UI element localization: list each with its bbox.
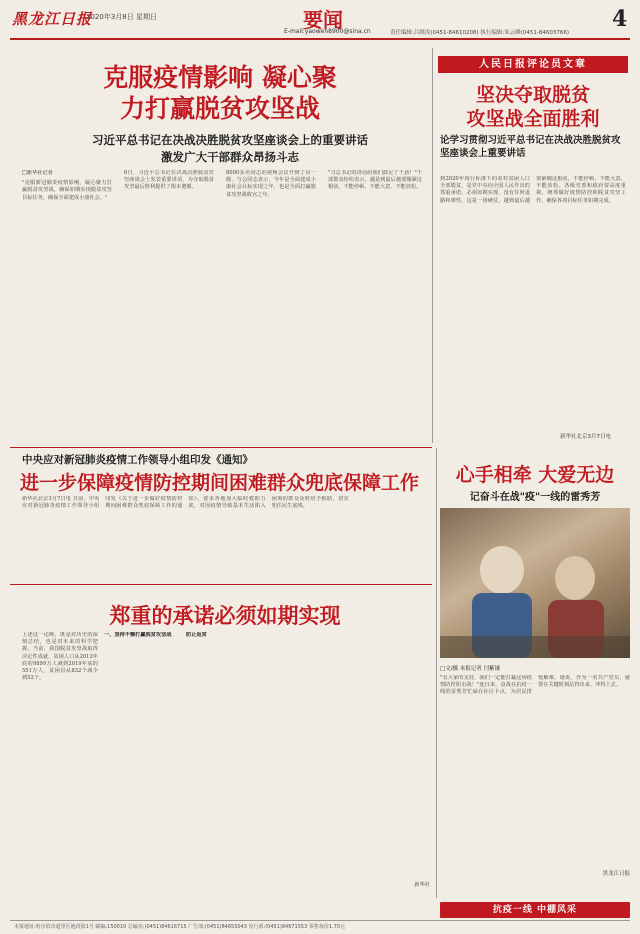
lead-column-3 bbox=[226, 170, 316, 425]
story3-column-5 bbox=[350, 632, 430, 894]
lead-headline-text: 克服疫情影响 凝心聚力打赢脱贫攻坚战 bbox=[103, 63, 337, 123]
story3-column-4 bbox=[268, 632, 344, 894]
story2-rule bbox=[10, 447, 432, 448]
lead-paragraph: 6日，习近平总书记在决战决胜脱贫攻坚座谈会上发表重要讲话，为夺取脱贫攻坚最后胜利提供了根本遵循。 bbox=[124, 170, 214, 191]
lead-subheadline-2: 激发广大干部群众昂扬斗志 bbox=[161, 150, 299, 164]
story3-subhead: 防止返贫 bbox=[186, 632, 207, 638]
story2-headline: 进一步保障疫情防控期间困难群众兜底保障工作 bbox=[20, 472, 420, 494]
photo-scene bbox=[440, 508, 630, 658]
commentary-body: 到2020年现行标准下的农村贫困人口全部脱贫，是党中央向全国人民作出的郑重承诺，必须如期实现，没有任何退路和弹性。这是一场硬仗，越到最后越要紧绷这根弦，不能停顿、不能大意、不能放松。各级党委和政府要高度重视，统筹做好疫情防控和脱贫攻坚工作，确保各项目标任务如期完成。 bbox=[440, 176, 626, 204]
story4-source: 黑龙江日报 bbox=[602, 871, 630, 877]
commentary-label bbox=[438, 56, 628, 73]
person-head bbox=[555, 556, 595, 600]
bottom-banner-text: 抗疫一线 中棚风采 bbox=[492, 905, 578, 915]
lead-body bbox=[22, 170, 422, 425]
lead-paragraph: "习总书记的讲话给我们鼓足了干劲！"干部群众纷纷表示，越是到最后越要绷紧这根弦，不能停顿、不能大意、不能放松。 bbox=[328, 170, 422, 191]
page-number: 4 bbox=[612, 6, 628, 32]
person-head bbox=[480, 546, 524, 594]
commentary-label-text: 人民日报评论员文章 bbox=[479, 59, 587, 70]
story3-source: 新华社 bbox=[414, 882, 430, 888]
commentary-subtitle: 论学习贯彻习近平总书记在决战决胜脱贫攻坚座谈会上重要讲话 bbox=[440, 135, 621, 159]
story3-column-3 bbox=[186, 632, 262, 894]
editors-line: 责任编辑:吕维汝(0451-84610208) 执行编辑:朱云峰(0451-84603766) bbox=[390, 30, 569, 36]
commentary-divider bbox=[432, 48, 433, 443]
masthead bbox=[0, 0, 640, 40]
masthead-rule bbox=[10, 38, 630, 40]
bottom-banner bbox=[440, 902, 630, 918]
story3-headline: 郑重的承诺必须如期实现 bbox=[109, 603, 341, 628]
story3-columns bbox=[22, 632, 432, 894]
lead-column-4 bbox=[328, 170, 422, 425]
lead-column-2 bbox=[124, 170, 214, 425]
lead-paragraph: 8000多名同志的视频会议开到了县一级，与会同志表示，今年是全面建成小康社会目标实现之年，也是全面打赢脱贫攻坚战收官之年。 bbox=[226, 170, 316, 198]
story3-rule bbox=[10, 584, 432, 585]
commentary-title-2: 攻坚战全面胜利 bbox=[466, 108, 600, 130]
lead-headline bbox=[100, 62, 340, 124]
story2-kicker: 中央应对新冠肺炎疫情工作领导小组印发《通知》 bbox=[22, 454, 253, 466]
footer-rule bbox=[10, 920, 630, 921]
paper-name: 黑龙江日报 bbox=[12, 10, 93, 28]
lead-subheadline-1: 习近平总书记在决战决胜脱贫攻坚座谈会上的重要讲话 bbox=[92, 133, 368, 147]
feature-photo bbox=[440, 508, 630, 658]
feature-divider bbox=[436, 448, 437, 898]
section-title: 要闻 bbox=[303, 8, 343, 32]
story3-paragraph: 上述这一论断，既是对历史的深刻总结，也是对未来的科学把握。当前，我国脱贫攻坚战取得决定性成就，贫困人口从2012年底的9899万人减到2019年底的551万人，贫困县从832个减少到52个。 bbox=[22, 632, 98, 682]
lead-byline: □新华社记者 bbox=[22, 170, 53, 176]
story4-byline: □文/摄 本报记者 闫紫谦 bbox=[440, 666, 501, 672]
commentary-title-1: 坚决夺取脱贫 bbox=[475, 84, 590, 106]
section-email: E-mail:yaowen8900@sina.cn bbox=[284, 28, 371, 35]
date-line: 2020年3月8日 星期日 bbox=[86, 13, 157, 21]
lead-paragraph: "克服新冠肺炎疫情影响，凝心聚力打赢脱贫攻坚战，确保如期实现脱贫攻坚目标任务，确保全面建成小康社会。" bbox=[22, 180, 112, 201]
story2-body: 新华社北京3月7日电 日前，中央应对新冠肺炎疫情工作领导小组印发《关于进一步做好疫情防控期间困难群众兜底保障工作的通知》，要求各地加大临时救助力度，对因疫情导致基本生活陷入困境的群众及时给予救助，切实兜住民生底线。 bbox=[22, 496, 349, 510]
feature-title: 心手相牵 大爱无边 bbox=[455, 464, 615, 486]
lead-column-1 bbox=[22, 170, 112, 425]
feature-subtitle: 记奋斗在战"疫"一线的雷秀芳 bbox=[469, 492, 601, 503]
story3-column-1 bbox=[22, 632, 98, 894]
story3-subhead: 一、坚持不懈打赢脱贫攻坚战 bbox=[104, 632, 172, 638]
footer-text: 本报地址:哈尔滨市道里区地段街1号 邮编:150010 总编室:(0451)84616715 广告部:(0451)84655043 发行部:(0451)84671553 零售每份1.70元 bbox=[14, 924, 345, 930]
story4-body: "有大家的支持，我们一定能打赢这场疫情防控阻击战！"连日来，奋战在抗疫一线的雷秀芳忙碌在社区卡点，为居民排忧解难。她说，作为一名共产党员，就要在关键时刻站得出来、冲得上去。 bbox=[440, 675, 630, 696]
story3-column-2 bbox=[104, 632, 180, 894]
commentary-source: 新华社北京3月7日电 bbox=[560, 434, 611, 440]
story4 bbox=[440, 664, 630, 890]
